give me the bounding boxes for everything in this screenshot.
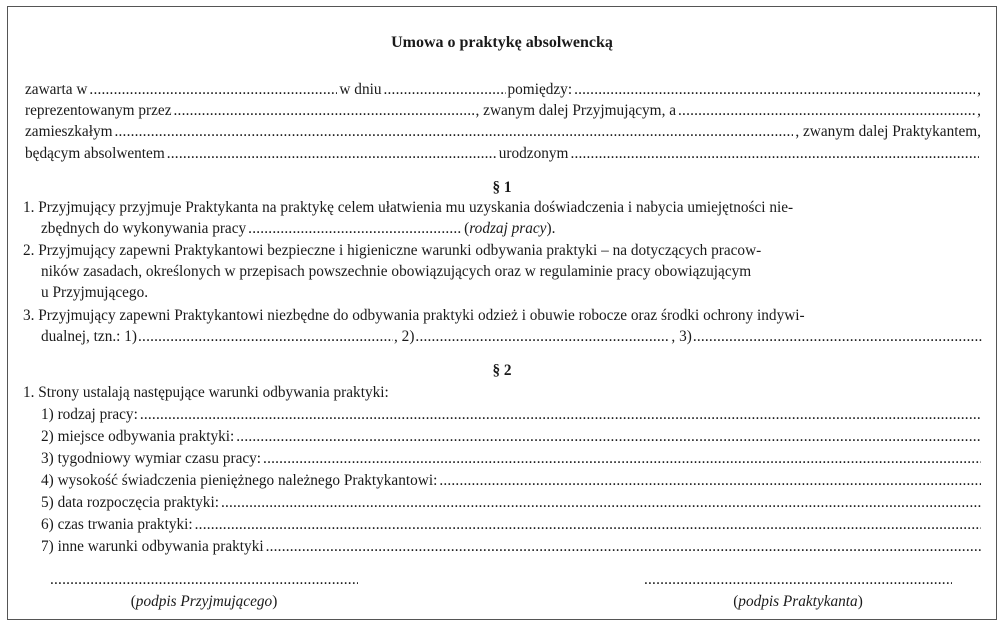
header-line-1 [25,81,981,99]
header-label-employer: , zwanym dalej Przyjmującym, a [475,102,677,119]
signature-line-trainee[interactable] [644,571,952,589]
field-work-type-2[interactable] [140,406,981,424]
work-type-hint: rodzaj pracy [469,220,547,237]
field-representative[interactable] [174,102,474,120]
signature-line-employer[interactable] [50,571,358,589]
s1-p3-line1: 3. Przyjmujący zapewni Praktykantowi niezbędne do odbywania praktyki odzież i obuwie robocze oraz środki ochrony indywi- [23,307,805,324]
field-trainee-name[interactable] [678,102,975,120]
item-label: 1) rodzaj pracy: [41,406,138,423]
header-line-2 [25,102,981,120]
s2-item-1 [41,406,983,424]
item-label: 4) wysokość świadczenia pieniężnego należnego Praktykantowi: [41,472,438,489]
field-ppe-2[interactable] [415,328,670,346]
item-label: 5) data rozpoczęcia praktyki: [41,494,219,511]
s2-item-7 [41,538,983,556]
signature-label-employer: (podpis Przyjmującego) [130,593,278,610]
s2-item-5 [41,494,983,512]
s2-item-6 [41,516,983,534]
header-label-between: pomiędzy: [507,81,573,98]
field-ppe-1[interactable] [138,328,393,346]
item-label: 2) miejsce odbywania praktyki: [41,428,235,445]
section-1-heading: § 1 [492,179,512,196]
header-label-born: urodzonym [498,145,569,162]
field-party-1[interactable] [574,81,975,99]
header-line-4 [25,145,981,163]
s1-p1-line1: 1. Przyjmujący przyjmuje Praktykanta na praktykę celem ułatwienia mu uzyskania doświadczenia i nabycia umiejętności nie- [23,199,794,216]
header-label-place: zawarta w [25,81,88,98]
field-school[interactable] [167,145,497,163]
ppe-2-label: , 2) [394,328,415,345]
field-address[interactable] [115,123,794,141]
s2-item-2 [41,428,983,446]
ppe-3-label: , 3) [671,328,692,345]
field-location[interactable] [236,428,981,446]
comma: , [977,102,981,119]
header-label-represented: reprezentowanym przez [25,102,172,119]
s1-p2-line1: 2. Przyjmujący zapewni Praktykantowi bezpieczne i higieniczne warunki odbywania praktyki – na dotyczących pracow- [23,242,762,259]
item-label: 6) czas trwania praktyki: [41,516,193,533]
field-ppe-3[interactable] [693,328,982,346]
item-label: 3) tygodniowy wymiar czasu pracy: [41,450,262,467]
field-start-date[interactable] [221,494,981,512]
header-label-trainee: , zwanym dalej Praktykantem, [795,123,981,140]
paren-open: ( [464,220,470,237]
s1-p3-line2 [41,328,983,346]
contract-document [7,6,997,620]
s1-p1-text: zbędnych do wykonywania pracy [41,220,247,237]
field-weekly-hours[interactable] [263,450,981,468]
section-2-heading: § 2 [492,362,512,379]
s1-p2-line3: u Przyjmującego. [41,284,149,301]
item-label: 7) inne warunki odbywania praktyki [41,538,264,555]
field-duration[interactable] [195,516,981,534]
document-title: Umowa o praktykę absolwencką [391,34,613,51]
field-date[interactable] [384,81,506,99]
s2-intro: 1. Strony ustalają następujące warunki odbywania praktyki: [23,384,389,401]
s2-item-4 [41,472,983,490]
field-work-type[interactable] [248,220,462,238]
signature-label-trainee: (podpis Praktykanta) [733,593,863,610]
s1-p3-text: dualnej, tzn.: 1) [41,328,138,345]
s1-p1-line2 [41,220,621,238]
header-line-3 [25,123,981,141]
comma: , [977,81,981,98]
field-allowance[interactable] [439,472,981,490]
s1-p2-line2: ników zasadach, określonych w przepisach powszechnie obowiązujących oraz w regulaminie pracy obowiązującym [41,263,752,280]
field-birth[interactable] [570,145,979,163]
paren-close: ). [546,220,556,237]
s2-item-3 [41,450,983,468]
header-label-graduate: będącym absolwentem [25,145,165,162]
header-label-residing: zamieszkałym [25,123,113,140]
field-place[interactable] [89,81,337,99]
header-label-date: w dniu [339,81,382,98]
field-other-terms[interactable] [266,538,981,556]
